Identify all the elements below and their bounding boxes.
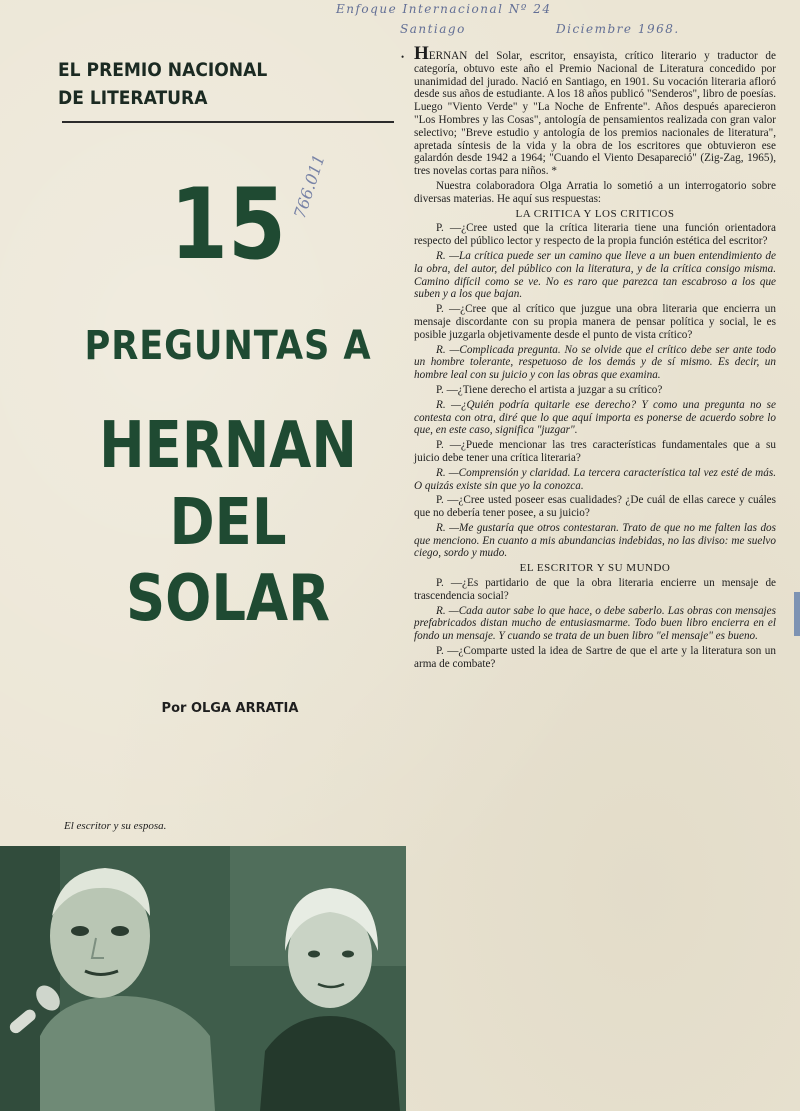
article-body	[414, 43, 776, 673]
title-name-del: DEL	[169, 486, 287, 560]
intro-paragraph-2: Nuestra colaboradora Olga Arratia lo sometió a un interrogatorio sobre diversas materias. He aquí sus respuestas:	[414, 179, 776, 205]
couple-photo	[0, 846, 406, 1111]
section-heading-line1: EL PREMIO NACIONAL	[58, 59, 268, 81]
edge-tab-mark	[794, 592, 800, 636]
answer-1: R. —La crítica puede ser un camino que lleve a un buen entendimiento de la obra, del autor, del público con la literatura, y de la crítica consigo misma. Camino difícil como se ve. No es raro que parezca tan escabroso a los que suben y a los que bajan.	[414, 249, 776, 301]
section-heading	[58, 56, 292, 112]
bullet-marker: •	[401, 52, 405, 62]
heading-divider	[62, 121, 394, 123]
subheading-escritor: EL ESCRITOR Y SU MUNDO	[519, 562, 671, 575]
author-byline: Por OLGA ARRATIA	[161, 701, 299, 716]
intro-paragraph	[414, 43, 776, 178]
answer-3: R. —¿Quién podría quitarle ese derecho? Y como una pregunta no se contesta con otra, diré que lo que aquí importa es ponerse de acuerdo sobre lo que, en este caso, significa "juzgar".	[414, 398, 776, 437]
title-number: 15	[170, 168, 286, 282]
question-1: P. —¿Cree usted que la crítica literaria tiene una función orientadora respecto del público lector y respecto de la propia función estética del escritor?	[414, 222, 776, 248]
question-7: P. —¿Comparte usted la idea de Sartre de que el arte y la literatura son un arma de combate?	[414, 645, 776, 670]
answer-4: R. —Comprensión y claridad. La tercera característica tal vez esté de más. O quizás existe sin que yo la conozca.	[414, 466, 776, 492]
handwritten-note-date: Diciembre 1968.	[556, 22, 680, 36]
answer-2: R. —Complicada pregunta. No se olvide que el crítico debe ser ante todo un hombre tolerante, respetuoso de los demás y de sí mismo. Es decir, un hombre leal con su juicio y con las obras que examina.	[414, 343, 776, 382]
dropcap: H	[414, 43, 429, 64]
intro-text: ERNAN del Solar, escritor, ensayista, crítico literario y traductor de categoría, obtuvo este año el Premio Nacional de Literatura concedido por unanimidad del jurado. Nació en Santiago, en 1901. Su vocación literaria afloró desde sus años de estudiante. A los 18 años publicó "Senderos", libro de poesías. Luego "Viento Verde" y "La Noche de Enfrente". Años después aparecieron "Los Hombres y las Cosas", antología de pensamientos realizada con gran valor selectivo; "Breve estudio y antología de los premios nacionales de literatura", apretada síntesis de la vida y la obra de los escritores que obtuvieron ese galardón desde 1942 a 1964; "Cuando el Viento Desapareció" (Zig-Zag, 1965), tres novelas cortas para niños. *	[414, 50, 776, 178]
question-4: P. —¿Puede mencionar las tres características fundamentales que a su juicio debe tener una crítica literaria?	[414, 439, 776, 464]
question-3: P. —¿Tiene derecho el artista a juzgar a su crítico?	[436, 383, 663, 396]
question-2: P. —¿Cree que al crítico que juzgue una obra literaria que encierra un mensaje discordante con su propia manera de pensar política y social, le es posible juzgarla objetivamente desde el punto de vista crítico?	[414, 303, 776, 341]
title-preguntas: PREGUNTAS A	[84, 323, 372, 369]
question-6: P. —¿Es partidario de que la obra literaria encierre un mensaje de trascendencia social?	[414, 577, 776, 602]
photo-caption: El escritor y su esposa.	[64, 820, 167, 832]
subheading-critica: LA CRITICA Y LOS CRITICOS	[515, 207, 675, 220]
answer-5: R. —Me gustaría que otros contestaran. Trato de que no me falten las dos que menciono. En cuanto a mis abundancias indebidas, no las diviso: me suelvo ciego, sordo y mudo.	[414, 521, 776, 560]
handwritten-note-source: Enfoque Internacional Nº 24	[336, 2, 552, 16]
handwritten-note-city: Santiago	[400, 22, 466, 36]
title-name-solar: SOLAR	[125, 562, 331, 636]
answer-6: R. —Cada autor sabe lo que hace, o debe saberlo. Las obras con mensajes prefabricados distan mucho de entusiasmarme. Todo buen libro encierra en el fondo un mensaje. Y cuando se trata de un buen libro "el mensaje" es bueno.	[414, 604, 776, 643]
question-5: P. —¿Cree usted poseer esas cualidades? ¿De cuál de ellas carece y cuáles que no debería tener posee, a su juicio?	[414, 494, 776, 520]
photo-illustration	[0, 846, 406, 1111]
section-heading-line2: DE LITERATURA	[58, 87, 208, 109]
handwritten-catalog-number: 766.011	[290, 152, 329, 221]
title-name-hernan: HERNAN	[99, 409, 357, 483]
